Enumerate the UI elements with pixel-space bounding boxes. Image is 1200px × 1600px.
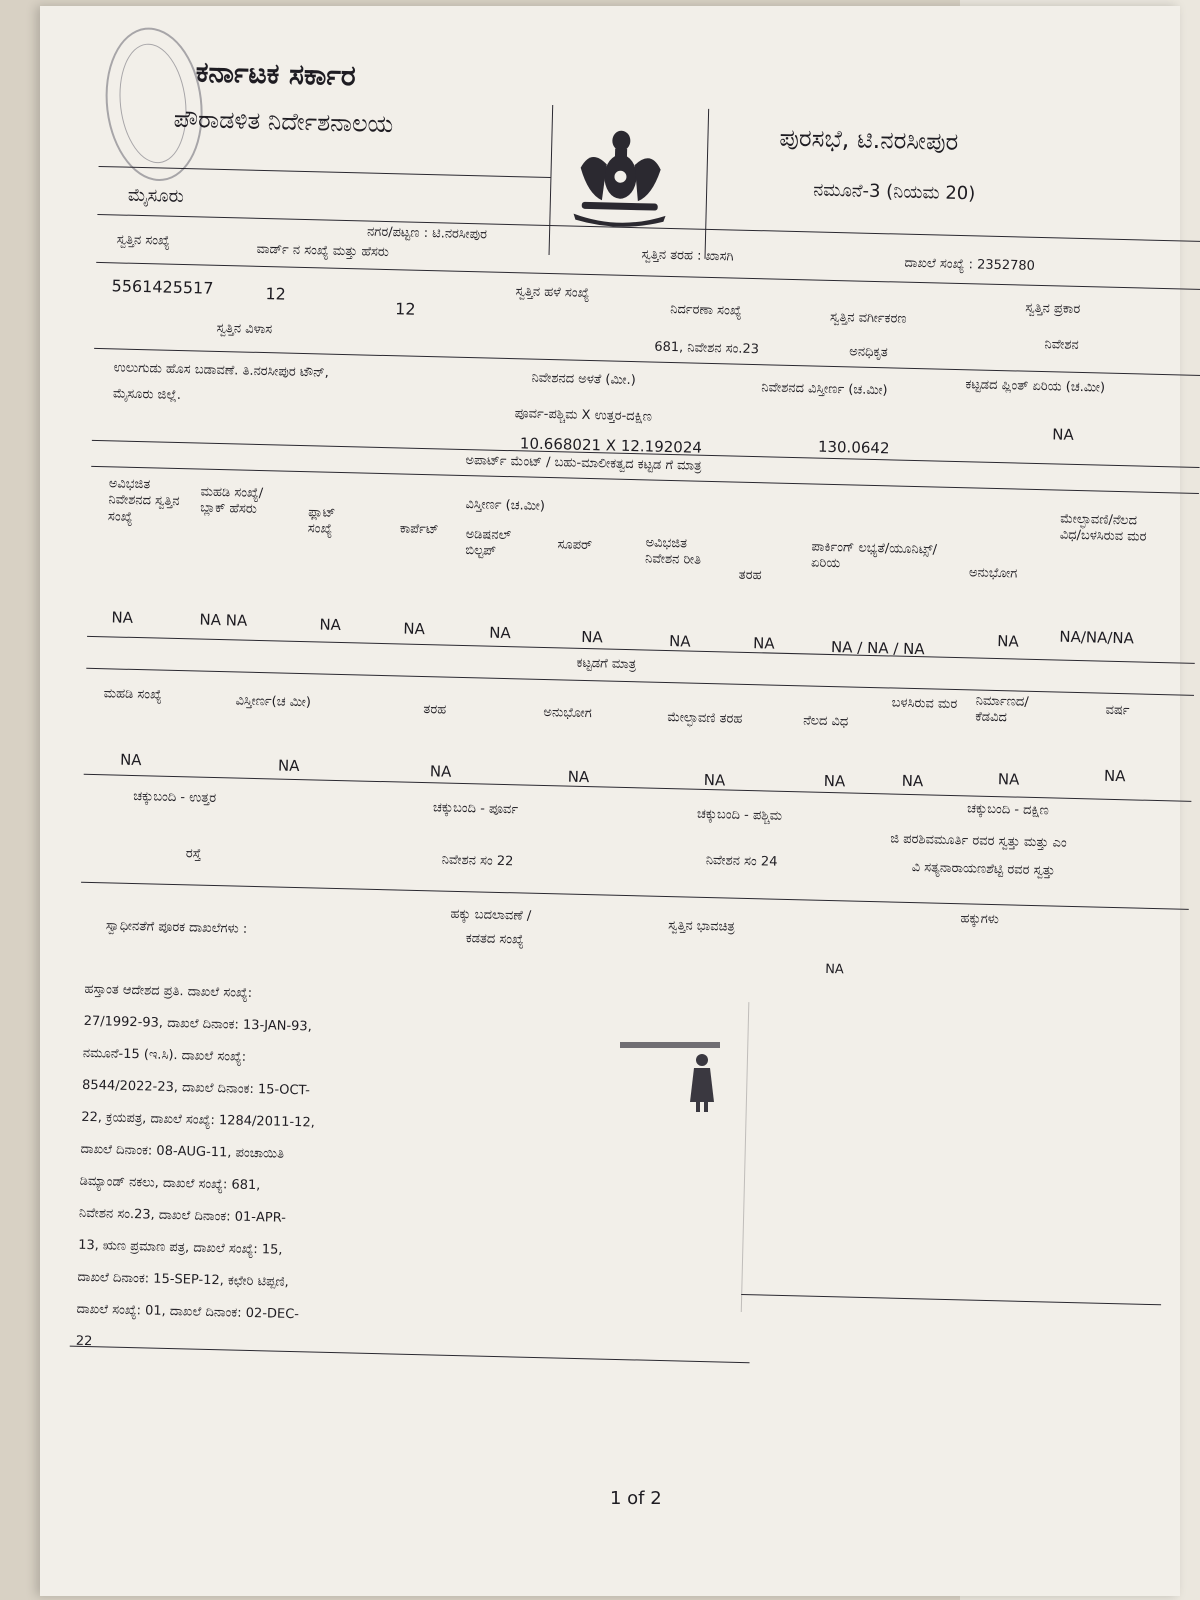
apartment-value: NA [580,627,603,647]
building-header: ಬಳಸಿರುವ ಮರ [891,695,958,713]
boundary-south-line-1: ಜಿ ಪರಶಿವಮೂರ್ತಿ ರವರ ಸ್ವತ್ತು ಮತ್ತು ಎಂ [890,831,1067,851]
dimensions-value: 10.668021 X 12.192024 [519,434,703,457]
building-value: NA [277,756,300,776]
ward-label: ವಾರ್ಡ್ ನ ಸಂಖ್ಯೆ ಮತ್ತು ಹೆಸರು [256,241,390,261]
apartment-area-group: ವಿಸ್ತೀರ್ಣ (ಚ.ಮೀ) [465,497,546,514]
apartment-value: NA / NA / NA [830,638,925,659]
ward-number: 12 [265,284,287,304]
apartment-col-parking: ಪಾರ್ಕಿಂಗ್ ಲಭ್ಯತೆ/ಯೂನಿಟ್ಸ್/ಏರಿಯ [810,539,938,572]
form-name: ನಮೂನೆ-3 (ನಿಯಮ 20) [812,179,976,205]
apartment-value: NA NA [199,610,248,630]
boundary-south-line-2: ವಿ ಸತ್ಯನಾರಾಯಣಶೆಟ್ಟಿ ರವರ ಸ್ವತ್ತು [911,860,1056,879]
building-header: ತರಹ [423,702,447,718]
building-header: ನಿರ್ಮಾಣದ/ಕೆಡವಿದ [975,693,1029,726]
property-type: ಸ್ವತ್ತಿನ ತರಹ : ಖಾಸಗಿ [641,247,734,265]
building-value: NA [703,770,726,790]
property-kind-value: ನಿವೇಶನ [1044,337,1079,353]
boundary-east-label: ಚಕ್ಕುಬಂದಿ - ಪೂರ್ವ [432,800,519,818]
apartment-value: NA/NA/NA [1059,627,1135,648]
building-value: NA [1103,766,1126,786]
property-kind-label: ಸ್ವತ್ತಿನ ಪ್ರಕಾರ [1025,300,1081,317]
old-number-label: ಸ್ವತ್ತಿನ ಹಳೆ ಸಂಖ್ಯೆ [515,284,590,301]
boundary-west-value: ನಿವೇಶನ ಸಂ 24 [705,853,778,870]
building-header: ವರ್ಷ [1105,702,1130,719]
apartment-col-undivided-type: ಅವಿಭಜಿತ ನಿವೇಶನ ರೀತಿ [644,535,702,569]
apartment-section-title: ಅಪಾರ್ಟ್ ಮೆಂಟ್ / ಬಹು-ಮಾಲೀಕತ್ವದ ಕಟ್ಟಡ ಗೆ ಮಾತ್ರ [465,453,702,474]
rights-value: NA [824,961,844,978]
plinth-label: ಕಟ್ಟಡದ ಪ್ಲಿಂತ್ ಏರಿಯ (ಚ.ಮೀ) [965,377,1106,396]
building-value: NA [429,762,452,781]
supporting-docs-list [75,974,318,1364]
property-number-label: ಸ್ವತ್ತಿನ ಸಂಖ್ಯೆ [116,232,170,249]
building-header: ನೆಲದ ವಿಧ [803,713,849,730]
classification-label: ಸ್ವತ್ತಿನ ವರ್ಗೀಕರಣ [829,309,907,327]
address-line-2: ಮೈಸೂರು ಜಿಲ್ಲೆ. [112,386,182,404]
boundary-east-value: ನಿವೇಶನ ಸಂ 22 [441,852,514,870]
assessment-number: 681, ನಿವೇಶನ ಸಂ.23 [654,339,760,358]
page-number: 1 of 2 [610,1488,662,1509]
building-header: ಮೇಲ್ಛಾವಣಿ ತರಹ [667,710,743,727]
dimensions-sub: ಪೂರ್ವ-ಪಶ್ಚಿಮ X ಉತ್ತರ-ದಕ್ಷಿಣ [514,406,653,425]
city-town: ನಗರ/ಪಟ್ಟಣ : ಟಿ.ನರಸೀಪುರ [366,224,488,243]
apartment-col-usage: ಅನುಭೋಗ [968,565,1018,582]
doc-line: ಹಸ್ತಾಂತ ಆದೇಶದ ಪ್ರತಿ. ದಾಖಲೆ ಸಂಖ್ಯೆ: [84,981,253,1001]
building-value: NA [119,750,142,770]
building-value: NA [901,771,924,791]
government-title: ಕರ್ನಾಟಕ ಸರ್ಕಾರ [195,55,357,93]
doc-line: ಡಿಮ್ಯಾಂಡ್ ನಕಲು, ದಾಖಲೆ ಸಂಖ್ಯೆ: 681, [79,1173,261,1194]
boundary-west-label: ಚಕ್ಕುಬಂದಿ - ಪಶ್ಚಿಮ [696,806,783,824]
doc-line: ದಾಖಲೆ ಸಂಖ್ಯೆ: 01, ದಾಖಲೆ ದಿನಾಂಕ: 02-DEC- [76,1301,300,1323]
document-page [40,6,1180,1596]
apartment-col-undivided-number: ಅವಿಭಜಿತ ನಿವೇಶನದ ಸ್ವತ್ತಿನ ಸಂಖ್ಯೆ [107,476,180,525]
boundary-north-label: ಚಕ್ಕುಬಂದಿ - ಉತ್ತರ [133,788,217,807]
boundary-south-label: ಚಕ್ಕುಬಂದಿ - ದಕ್ಷಿಣ [966,801,1050,819]
assessment-number-label: ನಿರ್ದರಣಾ ಸಂಖ್ಯೆ [670,301,742,319]
doc-line: 27/1992-93, ದಾಖಲೆ ದಿನಾಂಕ: 13-JAN-93, [83,1013,312,1035]
apartment-value: NA [403,619,426,639]
classification-value: ಅನಧಿಕೃತ [849,344,888,361]
rights-label: ಹಕ್ಕುಗಳು [960,911,1000,928]
doc-line: 8544/2022-23, ದಾಖಲೆ ದಿನಾಂಕ: 15-OCT- [81,1077,311,1099]
boundary-north-value: ರಸ್ತೆ [185,846,202,862]
area-label: ನಿವೇಶನದ ವಿಸ್ತೀರ್ಣ (ಚ.ಮೀ) [761,380,888,399]
apartment-value: NA [752,634,775,653]
municipality-name: ಪುರಸಭೆ, ಟಿ.ನರಸೀಪುರ [779,123,959,156]
doc-line: 22 [75,1333,93,1350]
doc-line: 22, ಕ್ರಯಪತ್ರ, ದಾಖಲೆ ಸಂಖ್ಯೆ: 1284/2011-12, [81,1109,316,1131]
building-header: ವಿಸ್ತೀರ್ಣ(ಚ ಮೀ) [235,693,312,711]
ward-name: 12 [394,299,416,319]
apartment-col-super: ಸೂಪರ್ [557,537,593,554]
building-header: ಮಹಡಿ ಸಂಖ್ಯೆ [103,686,162,703]
building-value: NA [823,771,846,791]
apartment-col-roof: ಮೇಲ್ಛಾವಣಿ/ನೆಲದ ವಿಧ/ಬಳಸಿರುವ ಮರ [1059,511,1147,545]
apartment-col-additional: ಅಡಿಷನಲ್ ಬಿಲ್ಟಪ್ [465,527,512,560]
property-photo [620,1036,740,1126]
apartment-value: NA [489,623,511,643]
area-value: 130.0642 [817,437,890,458]
property-form [69,26,1200,1423]
apartment-col-carpet: ಕಾರ್ಪೆಟ್ [399,521,439,538]
address-label: ಸ್ವತ್ತಿನ ವಿಳಾಸ [216,320,273,338]
doc-line: ನಿವೇಶನ ಸಂ.23, ದಾಖಲೆ ದಿನಾಂಕ: 01-APR- [78,1205,287,1226]
property-photo-label: ಸ್ವತ್ತಿನ ಭಾವಚಿತ್ರ [668,918,735,935]
building-value: NA [567,767,590,787]
doc-line: ದಾಖಲೆ ದಿನಾಂಕ: 08-AUG-11, ಪಂಚಾಯಿತಿ [80,1141,285,1162]
apartment-value: NA [111,608,134,627]
district-name: ಮೈಸೂರು [127,184,185,208]
apartment-col-flat-number: ಫ್ಲಾಟ್ ಸಂಖ್ಯೆ [307,505,336,538]
state-emblem-icon [559,117,682,230]
apartment-col-type: ತರಹ [738,567,762,584]
doc-line: ನಮೂನೆ-15 (ಇ.ಸಿ). ದಾಖಲೆ ಸಂಖ್ಯೆ: [82,1045,247,1065]
building-value: NA [997,770,1020,789]
dimensions-label: ನಿವೇಶನದ ಅಳತೆ (ಮೀ.) [531,370,637,389]
apartment-value: NA [668,632,691,651]
apartment-value: NA [997,632,1019,651]
plinth-value: NA [1052,425,1075,444]
transfer-label-2: ಕಡತದ ಸಂಖ್ಯೆ [465,931,524,948]
doc-line: ದಾಖಲೆ ದಿನಾಂಕ: 15-SEP-12, ಕಛೇರಿ ಟಿಪ್ಪಣಿ, [77,1269,289,1290]
apartment-col-floor-block: ಮಹಡಿ ಸಂಖ್ಯೆ/ಬ್ಲಾಕ್ ಹೆಸರು [200,484,264,518]
building-header: ಅನುಭೋಗ [543,704,592,722]
property-number: 5561425517 [111,276,214,298]
supporting-docs-label: ಸ್ವಾಧೀನತೆಗೆ ಪೂರಕ ದಾಖಲೆಗಳು : [105,918,248,937]
transfer-label-1: ಹಕ್ಕು ಬದಲಾವಣೆ / [450,906,532,924]
record-number: ದಾಖಲೆ ಸಂಖ್ಯೆ : 2352780 [904,255,1036,274]
building-section-title: ಕಟ್ಟಡಗೆ ಮಾತ್ರ [576,655,637,673]
apartment-value: NA [319,615,342,635]
doc-line: 13, ಋಣ ಪ್ರಮಾಣ ಪತ್ರ, ದಾಖಲೆ ಸಂಖ್ಯೆ: 15, [78,1237,283,1258]
address-line-1: ಉಲುಗುಡು ಹೊಸ ಬಡಾವಣೆ. ತಿ.ನರಸೀಪುರ ಟೌನ್, [113,360,329,381]
directorate-title: ಪೌರಾಡಳಿತ ನಿರ್ದೇಶನಾಲಯ [173,104,394,139]
